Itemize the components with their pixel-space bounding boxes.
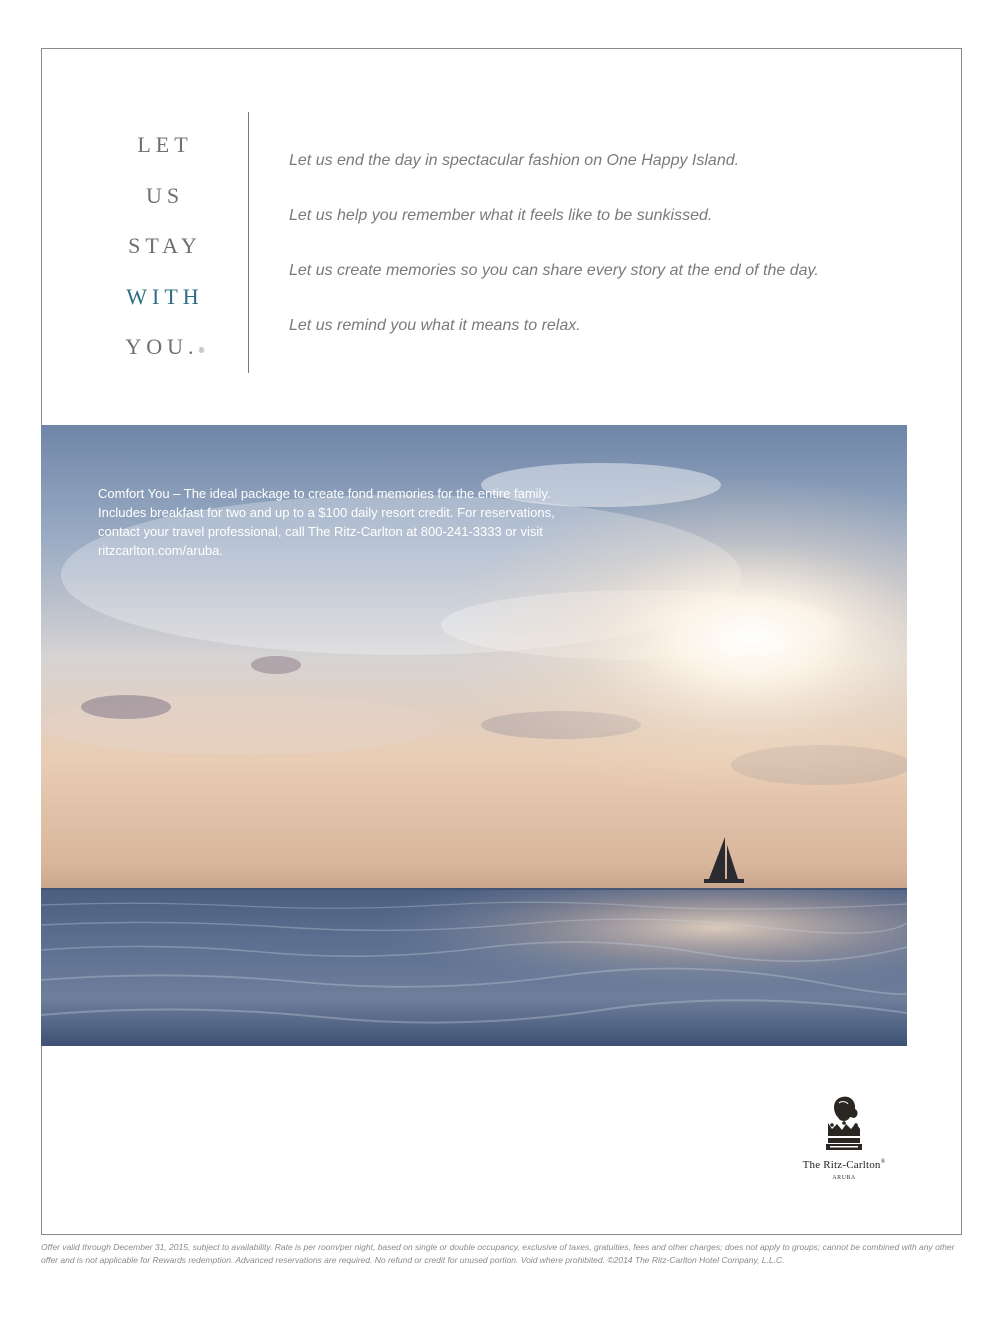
ritz-carlton-logo [784,1093,904,1188]
tagline-word-let: LET [137,132,193,157]
promise-lines [289,149,929,369]
tagline [100,128,230,381]
tagline-word-with: WITH [126,283,204,309]
promise-line-2: Let us help you remember what it feels like to be sunkissed. [289,207,713,224]
vertical-divider [248,112,249,373]
logo-registered-mark: ® [880,1159,886,1165]
promise-line-4: Let us remind you what it means to relax. [289,317,581,334]
tagline-word-us: US [145,182,185,208]
promise-line-3: Let us create memories so you can share every story at the end of the day. [289,262,819,279]
logo-name-text: The Ritz-Carlton [802,1159,881,1171]
tagline-word-you-text: YOU. [125,334,199,359]
tagline-registered-mark: ® [198,346,205,355]
logo-location: ARUBA [832,1175,856,1181]
promise-line-1: Let us end the day in spectacular fashion on One Happy Island. [289,152,740,169]
tagline-word-stay: STAY [128,233,202,258]
disclaimer: Offer valid through December 31, 2015, subject to availability. Rate is per room/per night, based on single or double occupancy, exclusive of taxes, gratuities, fees and other charges; does not apply to groups; cannot be combined with any other offer and is not applicable for Rewards redemption. Advanced reservations are required. No refund or credit for unused portion. Void where prohibited. ©2014 The Ritz-Carlton Hotel Company, L.L.C. [41,1242,955,1265]
tagline-word-you [100,330,230,381]
logo-name [784,1159,904,1171]
offer-text: Comfort You – The ideal package to create fond memories for the entire family. Includes breakfast for two and up to a $100 daily resort credit. For reservations, contact your travel professional, call The Ritz-Carlton at 800-241-3333 or visit ritzcarlton.com/aruba. [98,486,555,558]
lion-crown-icon [784,1093,904,1157]
